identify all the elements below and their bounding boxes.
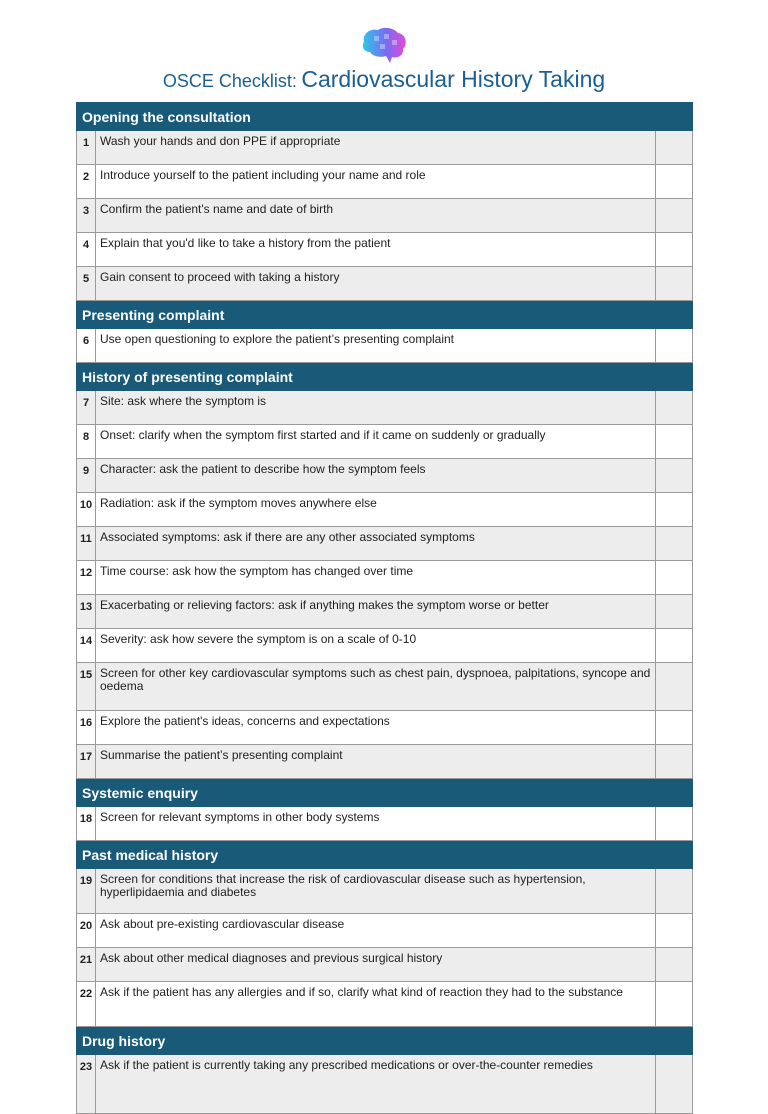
item-text: Site: ask where the symptom is <box>96 391 656 425</box>
title-main: Cardiovascular History Taking <box>301 66 606 92</box>
brain-icon <box>360 26 408 64</box>
checklist-row <box>77 1055 693 1114</box>
item-number: 22 <box>77 982 96 1027</box>
item-text: Screen for conditions that increase the risk of cardiovascular disease such as hypertension, hyperlipidaemia and diabetes <box>96 869 656 914</box>
item-text: Ask about pre-existing cardiovascular disease <box>96 914 656 948</box>
section-header <box>77 779 693 807</box>
item-number: 18 <box>77 807 96 841</box>
checkbox-cell[interactable] <box>656 1055 693 1114</box>
checklist-row <box>77 869 693 914</box>
item-text: Radiation: ask if the symptom moves anywhere else <box>96 493 656 527</box>
checkbox-cell[interactable] <box>656 595 693 629</box>
checkbox-cell[interactable] <box>656 948 693 982</box>
section-title: Systemic enquiry <box>77 779 693 807</box>
item-text: Summarise the patient’s presenting complaint <box>96 745 656 779</box>
checklist-row <box>77 711 693 745</box>
item-text: Ask about other medical diagnoses and previous surgical history <box>96 948 656 982</box>
section-title: Presenting complaint <box>77 301 693 329</box>
checkbox-cell[interactable] <box>656 425 693 459</box>
checkbox-cell[interactable] <box>656 807 693 841</box>
section-title: History of presenting complaint <box>77 363 693 391</box>
item-number: 11 <box>77 527 96 561</box>
checklist-row <box>77 527 693 561</box>
checklist-row <box>77 131 693 165</box>
item-number: 9 <box>77 459 96 493</box>
item-text: Ask if the patient is currently taking any prescribed medications or over-the-counter remedies <box>96 1055 656 1114</box>
checkbox-cell[interactable] <box>656 869 693 914</box>
checkbox-cell[interactable] <box>656 561 693 595</box>
checkbox-cell[interactable] <box>656 165 693 199</box>
item-number: 20 <box>77 914 96 948</box>
item-number: 12 <box>77 561 96 595</box>
section-title: Past medical history <box>77 841 693 869</box>
item-number: 16 <box>77 711 96 745</box>
item-text: Screen for relevant symptoms in other body systems <box>96 807 656 841</box>
section-title: Opening the consultation <box>77 103 693 131</box>
checkbox-cell[interactable] <box>656 745 693 779</box>
item-text: Screen for other key cardiovascular symptoms such as chest pain, dyspnoea, palpitations, syncope and oedema <box>96 663 656 711</box>
item-text: Exacerbating or relieving factors: ask if anything makes the symptom worse or better <box>96 595 656 629</box>
item-number: 17 <box>77 745 96 779</box>
checklist-row <box>77 233 693 267</box>
section-header <box>77 841 693 869</box>
checkbox-cell[interactable] <box>656 329 693 363</box>
checklist-row <box>77 199 693 233</box>
item-number: 15 <box>77 663 96 711</box>
checklist-row <box>77 391 693 425</box>
item-number: 3 <box>77 199 96 233</box>
checkbox-cell[interactable] <box>656 493 693 527</box>
checklist-row <box>77 807 693 841</box>
item-text: Time course: ask how the symptom has changed over time <box>96 561 656 595</box>
item-number: 7 <box>77 391 96 425</box>
item-number: 4 <box>77 233 96 267</box>
checkbox-cell[interactable] <box>656 131 693 165</box>
checklist-row <box>77 745 693 779</box>
checkbox-cell[interactable] <box>656 459 693 493</box>
item-number: 1 <box>77 131 96 165</box>
checkbox-cell[interactable] <box>656 629 693 663</box>
title-prefix: OSCE Checklist: <box>162 71 297 91</box>
item-text: Wash your hands and don PPE if appropriate <box>96 131 656 165</box>
checklist-row <box>77 329 693 363</box>
item-number: 14 <box>77 629 96 663</box>
item-number: 21 <box>77 948 96 982</box>
item-number: 2 <box>77 165 96 199</box>
item-text: Character: ask the patient to describe how the symptom feels <box>96 459 656 493</box>
item-number: 23 <box>77 1055 96 1114</box>
item-text: Gain consent to proceed with taking a history <box>96 267 656 301</box>
checkbox-cell[interactable] <box>656 391 693 425</box>
item-text: Explore the patient's ideas, concerns and expectations <box>96 711 656 745</box>
item-text: Associated symptoms: ask if there are any other associated symptoms <box>96 527 656 561</box>
checklist-row <box>77 561 693 595</box>
item-text: Onset: clarify when the symptom first started and if it came on suddenly or gradually <box>96 425 656 459</box>
checklist-table <box>76 102 693 1114</box>
section-title: Drug history <box>77 1027 693 1055</box>
checkbox-cell[interactable] <box>656 233 693 267</box>
checklist-row <box>77 629 693 663</box>
checklist-row <box>77 267 693 301</box>
item-text: Use open questioning to explore the patient’s presenting complaint <box>96 329 656 363</box>
item-text: Confirm the patient's name and date of birth <box>96 199 656 233</box>
checklist-row <box>77 948 693 982</box>
checkbox-cell[interactable] <box>656 663 693 711</box>
item-text: Explain that you'd like to take a history from the patient <box>96 233 656 267</box>
item-text: Introduce yourself to the patient including your name and role <box>96 165 656 199</box>
checkbox-cell[interactable] <box>656 711 693 745</box>
checkbox-cell[interactable] <box>656 914 693 948</box>
section-header <box>77 1027 693 1055</box>
item-text: Severity: ask how severe the symptom is on a scale of 0-10 <box>96 629 656 663</box>
page-title <box>0 66 768 93</box>
checkbox-cell[interactable] <box>656 267 693 301</box>
checkbox-cell[interactable] <box>656 199 693 233</box>
section-header <box>77 301 693 329</box>
item-number: 6 <box>77 329 96 363</box>
checkbox-cell[interactable] <box>656 527 693 561</box>
checklist-row <box>77 425 693 459</box>
checkbox-cell[interactable] <box>656 982 693 1027</box>
item-text: Ask if the patient has any allergies and if so, clarify what kind of reaction they had to the substance <box>96 982 656 1027</box>
checklist-row <box>77 982 693 1027</box>
section-header <box>77 363 693 391</box>
checklist-row <box>77 493 693 527</box>
checklist-row <box>77 663 693 711</box>
item-number: 5 <box>77 267 96 301</box>
item-number: 19 <box>77 869 96 914</box>
item-number: 10 <box>77 493 96 527</box>
section-header <box>77 103 693 131</box>
item-number: 8 <box>77 425 96 459</box>
checklist-row <box>77 459 693 493</box>
checklist-row <box>77 595 693 629</box>
checklist-row <box>77 914 693 948</box>
checklist-row <box>77 165 693 199</box>
item-number: 13 <box>77 595 96 629</box>
